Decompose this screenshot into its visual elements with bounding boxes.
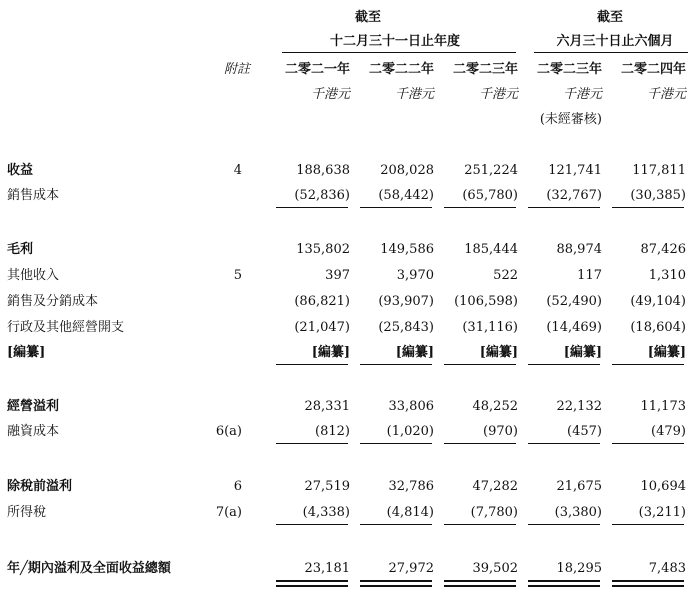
row-value: 22,132	[556, 399, 602, 414]
row-value: 28,331	[304, 399, 350, 414]
row-value: 11,173	[640, 399, 686, 414]
subtotal-rule	[360, 364, 432, 365]
row-value: 135,802	[296, 242, 350, 257]
column-unit: 千港元	[478, 87, 518, 102]
row-value: (18,604)	[630, 320, 686, 335]
subtotal-rule	[528, 364, 600, 365]
row-value: (32,767)	[546, 188, 602, 203]
row-label: 所得稅	[7, 505, 47, 520]
subtotal-rule	[360, 524, 432, 525]
row-value: (52,490)	[546, 294, 602, 309]
row-value: (25,843)	[378, 320, 434, 335]
subtotal-rule	[612, 443, 684, 444]
header-group1-line2: 十二月三十一日止年度	[329, 34, 460, 49]
row-value: (479)	[651, 424, 686, 439]
row-value: (14,469)	[546, 320, 602, 335]
row-label: 行政及其他經營開支	[7, 320, 125, 335]
row-label: 銷售及分銷成本	[7, 294, 99, 309]
row-value: [編纂]	[647, 345, 686, 360]
column-unit: 千港元	[310, 87, 350, 102]
row-value: 121,741	[548, 163, 602, 178]
column-year: 二零二三年	[536, 62, 602, 77]
row-value: 18,295	[556, 561, 602, 576]
row-value: 117	[577, 268, 602, 283]
subtotal-rule	[612, 207, 684, 208]
subtotal-rule	[444, 364, 516, 365]
row-note: 6	[233, 479, 242, 494]
row-value: (106,598)	[454, 294, 518, 309]
row-value: 27,519	[304, 479, 350, 494]
row-value: (49,104)	[630, 294, 686, 309]
row-note: 5	[233, 268, 242, 283]
row-label: 其他收入	[7, 268, 60, 283]
row-note: 4	[233, 163, 242, 178]
column-year: 二零二一年	[284, 62, 350, 77]
row-value: 23,181	[304, 561, 350, 576]
row-value: [編纂]	[311, 345, 350, 360]
row-value: (812)	[315, 424, 350, 439]
row-value: 21,675	[556, 479, 602, 494]
subtotal-rule	[276, 443, 348, 444]
row-label: 收益	[7, 163, 34, 178]
total-double-rule	[528, 580, 600, 587]
row-value: [編纂]	[563, 345, 602, 360]
row-value: (21,047)	[294, 320, 350, 335]
row-label: [編纂]	[7, 345, 46, 360]
row-value: (58,442)	[378, 188, 434, 203]
row-value: 47,282	[472, 479, 518, 494]
row-value: 39,502	[472, 561, 518, 576]
header-group2-line2: 六月三十日止六個月	[556, 34, 674, 49]
row-value: (4,814)	[386, 505, 434, 520]
column-year: 二零二四年	[620, 62, 686, 77]
row-value: (65,780)	[462, 188, 518, 203]
row-value: 88,974	[556, 242, 602, 257]
row-value: (3,211)	[638, 505, 686, 520]
row-value: (4,338)	[302, 505, 350, 520]
note-column-header: 附註	[224, 62, 251, 77]
row-value: (31,116)	[462, 320, 518, 335]
row-value: 208,028	[380, 163, 434, 178]
subtotal-rule	[444, 524, 516, 525]
row-value: 185,444	[464, 242, 518, 257]
row-value: (93,907)	[378, 294, 434, 309]
row-note: 7(a)	[215, 505, 242, 520]
row-value: (3,380)	[554, 505, 602, 520]
row-value: (1,020)	[386, 424, 434, 439]
column-unaudited-note: (未經審核)	[539, 112, 602, 127]
row-value: (457)	[567, 424, 602, 439]
total-double-rule	[444, 580, 516, 587]
subtotal-rule	[528, 207, 600, 208]
total-double-rule	[612, 580, 684, 587]
row-value: 3,970	[396, 268, 434, 283]
row-label: 銷售成本	[7, 188, 60, 203]
row-label: 經營溢利	[7, 399, 60, 414]
row-value: 522	[493, 268, 518, 283]
subtotal-rule	[528, 524, 600, 525]
row-value: 251,224	[464, 163, 518, 178]
column-year: 二零二三年	[452, 62, 518, 77]
row-value: 1,310	[648, 268, 686, 283]
row-label: 年╱期內溢利及全面收益總額	[7, 561, 171, 576]
column-unit: 千港元	[562, 87, 602, 102]
row-value: 7,483	[648, 561, 686, 576]
row-value: (7,780)	[470, 505, 518, 520]
row-value: 87,426	[640, 242, 686, 257]
row-note: 6(a)	[215, 424, 242, 439]
subtotal-rule	[444, 207, 516, 208]
subtotal-rule	[612, 524, 684, 525]
row-value: 32,786	[388, 479, 434, 494]
row-value: [編纂]	[479, 345, 518, 360]
subtotal-rule	[276, 364, 348, 365]
header-group1-rule	[282, 52, 516, 53]
subtotal-rule	[444, 443, 516, 444]
column-unit: 千港元	[646, 87, 686, 102]
column-unit: 千港元	[394, 87, 434, 102]
row-value: 10,694	[640, 479, 686, 494]
subtotal-rule	[528, 443, 600, 444]
header-group2-line1: 截至	[596, 10, 623, 25]
row-value: (970)	[483, 424, 518, 439]
row-value: 27,972	[388, 561, 434, 576]
row-value: (52,836)	[294, 188, 350, 203]
column-year: 二零二二年	[368, 62, 434, 77]
row-value: 149,586	[380, 242, 434, 257]
row-value: 48,252	[472, 399, 518, 414]
subtotal-rule	[360, 207, 432, 208]
row-value: (30,385)	[630, 188, 686, 203]
header-group2-rule	[534, 52, 688, 53]
subtotal-rule	[276, 524, 348, 525]
row-value: 397	[325, 268, 350, 283]
row-label: 除稅前溢利	[7, 479, 73, 494]
header-group1-line1: 截至	[354, 10, 381, 25]
row-value: (86,821)	[294, 294, 350, 309]
total-double-rule	[360, 580, 432, 587]
row-value: 117,811	[632, 163, 686, 178]
subtotal-rule	[612, 364, 684, 365]
subtotal-rule	[276, 207, 348, 208]
row-value: 188,638	[296, 163, 350, 178]
row-value: [編纂]	[395, 345, 434, 360]
row-label: 毛利	[7, 242, 34, 257]
row-value: 33,806	[388, 399, 434, 414]
row-label: 融資成本	[7, 424, 60, 439]
total-double-rule	[276, 580, 348, 587]
subtotal-rule	[360, 443, 432, 444]
